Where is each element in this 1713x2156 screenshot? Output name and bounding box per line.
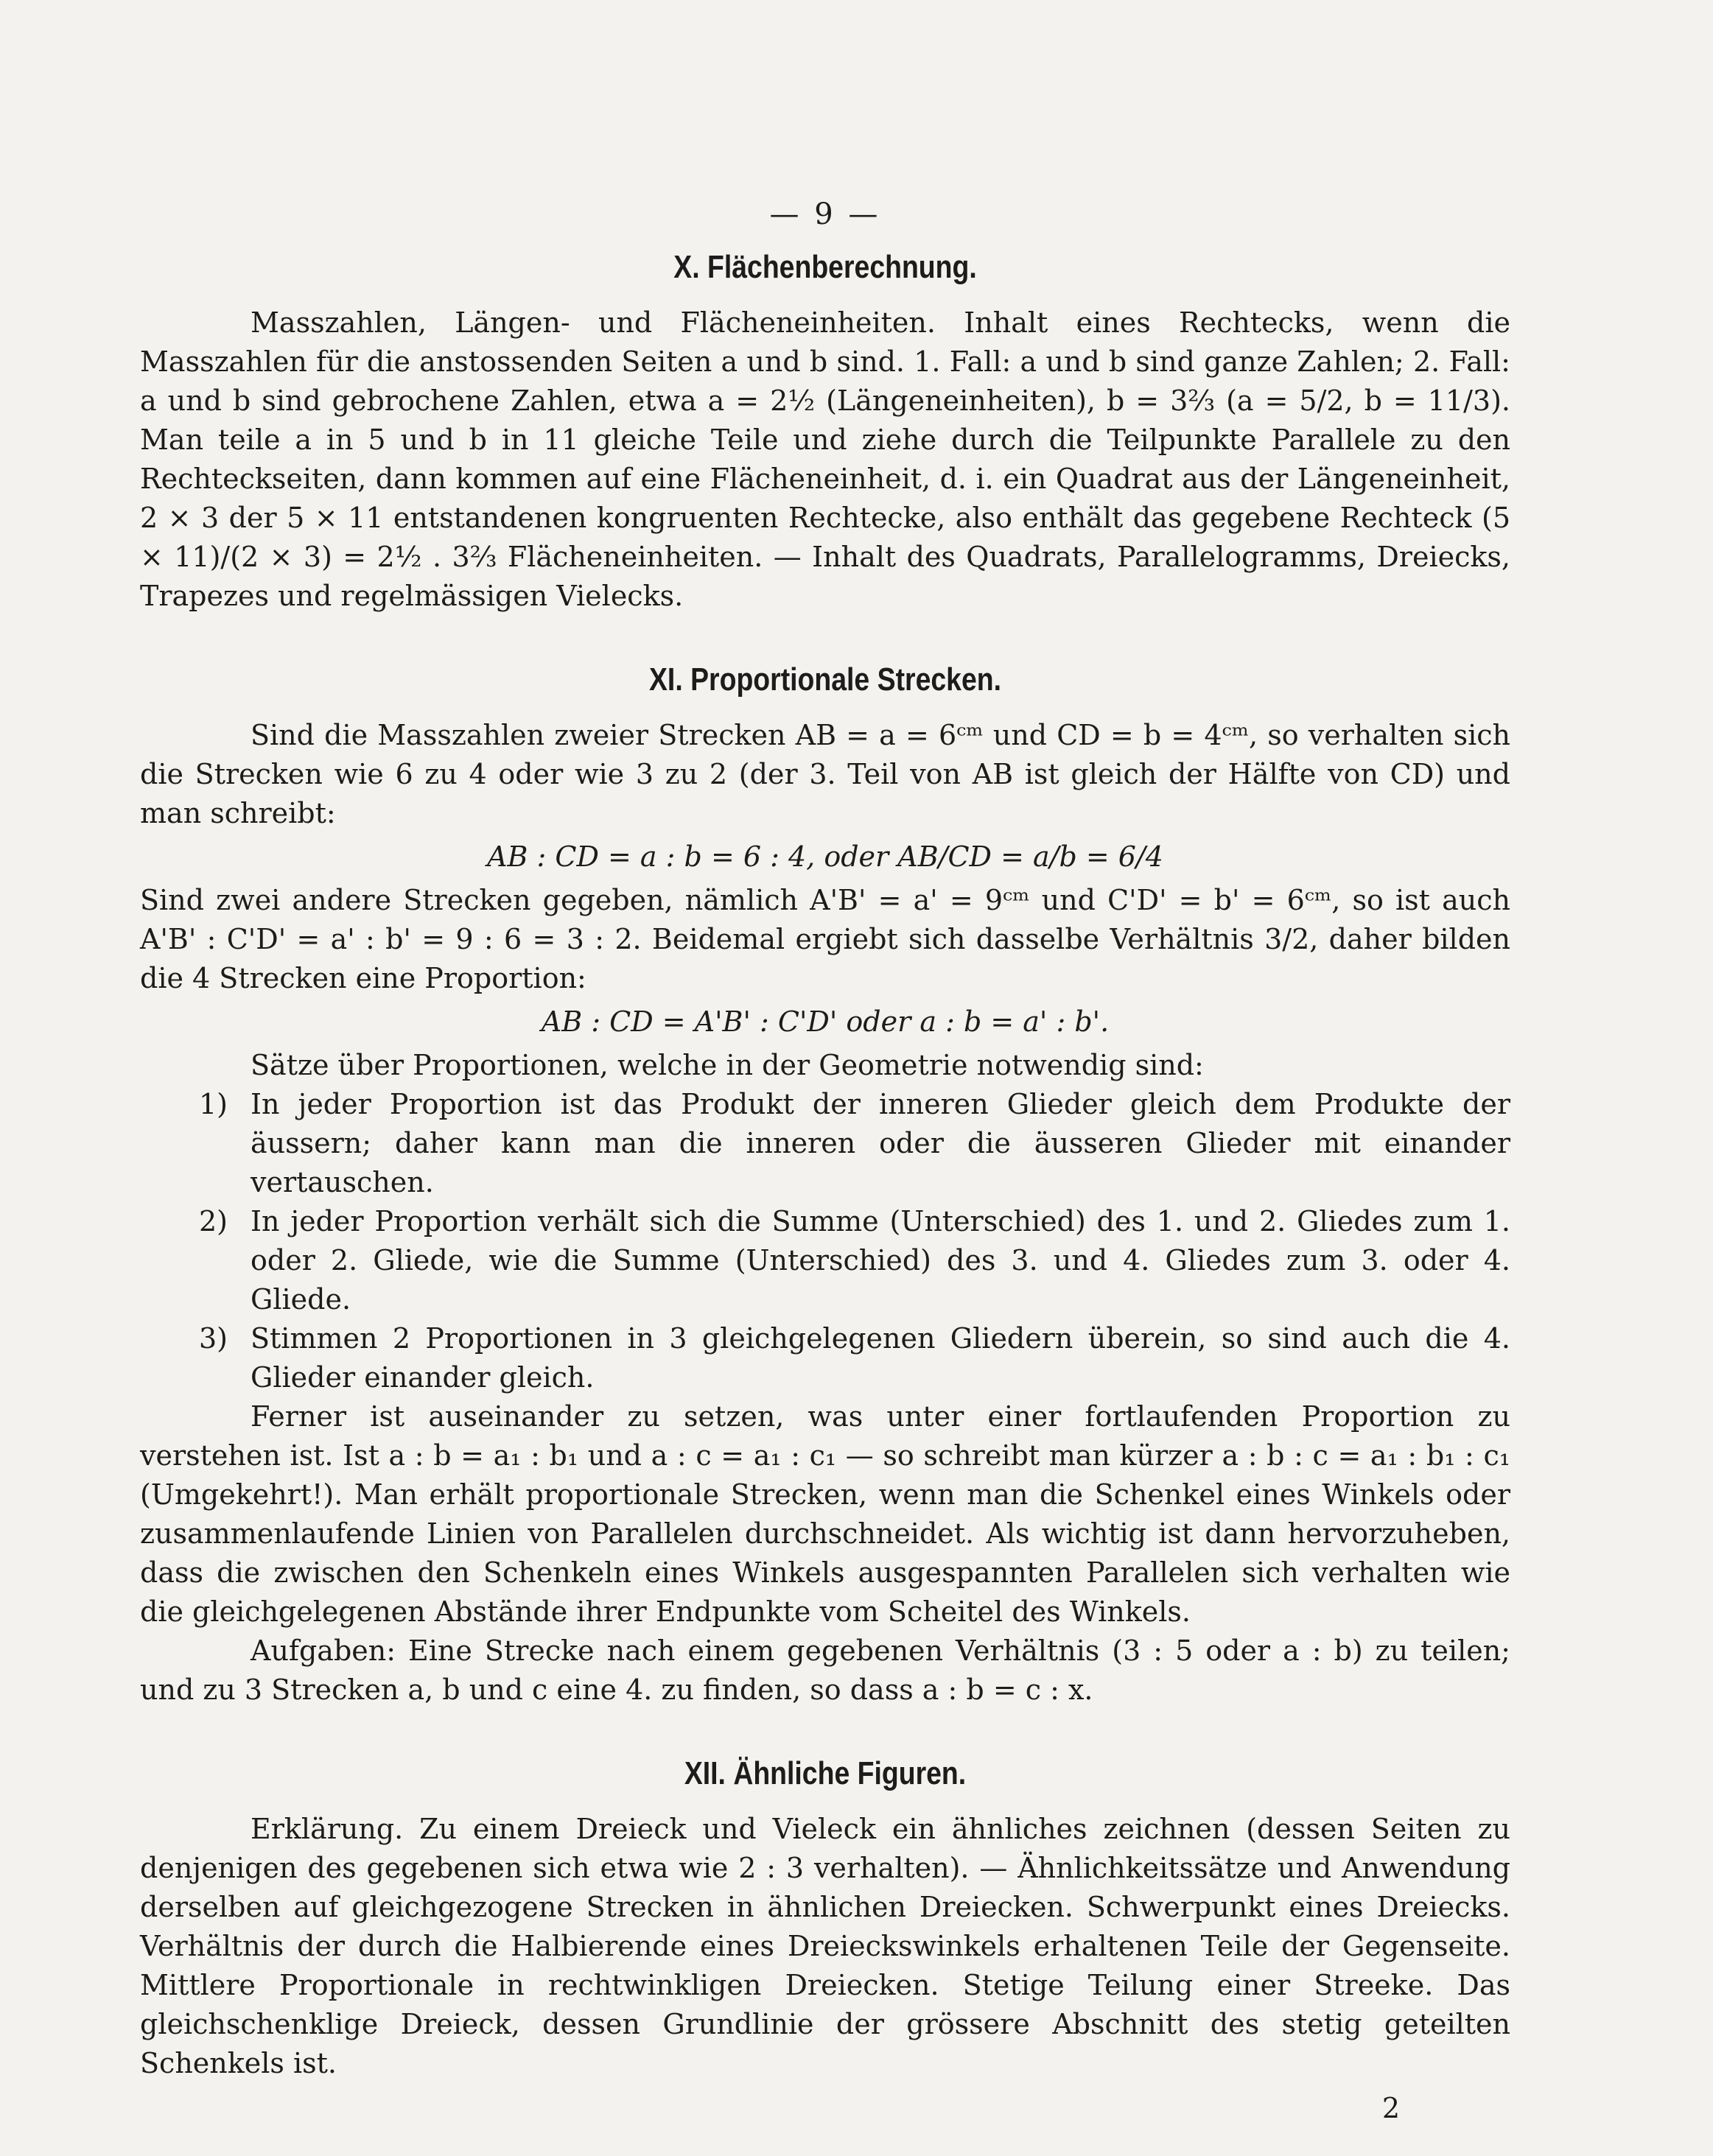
theorem-text: Stimmen 2 Proportionen in 3 gleichgelegenen Gliedern überein, so sind auch die 4. Glieder einander gleich.	[251, 1322, 1510, 1394]
theorem-number: 2)	[199, 1205, 228, 1237]
theorem-text: In jeder Proportion ist das Produkt der inneren Glieder gleich dem Produkte der äussern; daher kann man die inneren oder die äusseren Glieder mit einander vertauschen.	[251, 1088, 1510, 1198]
page-number: — 9 —	[769, 197, 881, 231]
signature-mark: 2	[1381, 2092, 1400, 2124]
theorem-item	[140, 1319, 1510, 1397]
proportion-formula-1: AB : CD = a : b = 6 : 4, oder AB/CD = a/b = 6/4	[487, 840, 1163, 873]
theorem-item	[140, 1202, 1510, 1319]
theorem-number: 1)	[199, 1088, 228, 1120]
section-heading-x: X. Flächenberechnung.	[673, 249, 977, 285]
document-page	[140, 195, 1510, 2128]
section-xi-intro: Sind die Masszahlen zweier Strecken AB = a = 6ᶜᵐ und CD = b = 4ᶜᵐ, so verhalten sich die Strecken wie 6 zu 4 oder wie 3 zu 2 (der 3. Teil von AB ist gleich der Hälfte von CD) und man schreibt:	[140, 719, 1510, 829]
section-xi-further: Ferner ist auseinander zu setzen, was unter einer fortlaufenden Proportion zu verstehen ist. Ist a : b = a₁ : b₁ und a : c = a₁ : c₁ — so schreibt man kürzer a : b : c = a₁ : b₁ : c₁ (Umgekehrt!). Man erhält proportionale Strecken, wenn man die Schenkel eines Winkels oder zusammenlaufende Linien von Parallelen durchschneidet. Als wichtig ist dann hervorzuheben, dass die zwischen den Schenkeln eines Winkels ausgespannten Parallelen sich verhalten wie die gleichgelegenen Abstände ihrer Endpunkte vom Scheitel des Winkels.	[140, 1400, 1510, 1628]
section-x-paragraph: Masszahlen, Längen- und Flächeneinheiten. Inhalt eines Rechtecks, wenn die Masszahlen für die anstossenden Seiten a und b sind. 1. Fall: a und b sind ganze Zahlen; 2. Fall: a und b sind gebrochene Zahlen, etwa a = 2½ (Längeneinheiten), b = 3⅔ (a = 5/2, b = 11/3). Man teile a in 5 und b in 11 gleiche Teile und ziehe durch die Teilpunkte Parallele zu den Rechteckseiten, dann kommen auf eine Flächeneinheit, d. i. ein Quadrat aus der Längeneinheit, 2 × 3 der 5 × 11 entstandenen kongruenten Rechtecke, also enthält das gegebene Rechteck (5 × 11)/(2 × 3) = 2½ . 3⅔ Flächeneinheiten. — Inhalt des Quadrats, Parallelogramms, Dreiecks, Trapezes und regelmässigen Vielecks.	[140, 306, 1510, 612]
proportion-formula-2: AB : CD = A'B' : C'D' oder a : b = a' : b'.	[541, 1005, 1110, 1038]
theorems-intro: Sätze über Proportionen, welche in der Geometrie notwendig sind:	[251, 1049, 1204, 1081]
section-heading-xii: XII. Ähnliche Figuren.	[684, 1755, 967, 1791]
section-xi-tasks: Aufgaben: Eine Strecke nach einem gegebenen Verhältnis (3 : 5 oder a : b) zu teilen; und zu 3 Strecken a, b und c eine 4. zu finden, so dass a : b = c : x.	[140, 1634, 1510, 1706]
theorem-number: 3)	[199, 1322, 228, 1355]
section-heading-xi: XI. Proportionale Strecken.	[648, 661, 1002, 698]
theorem-item	[140, 1085, 1510, 1202]
section-xi-middle: Sind zwei andere Strecken gegeben, nämlich A'B' = a' = 9ᶜᵐ und C'D' = b' = 6ᶜᵐ, so ist auch A'B' : C'D' = a' : b' = 9 : 6 = 3 : 2. Beidemal ergiebt sich dasselbe Verhältnis 3/2, daher bilden die 4 Strecken eine Proportion:	[140, 884, 1510, 994]
section-xii-paragraph: Erklärung. Zu einem Dreieck und Vieleck ein ähnliches zeichnen (dessen Seiten zu denjenigen des gegebenen sich etwa wie 2 : 3 verhalten). — Ähnlichkeitssätze und Anwendung derselben auf gleichgezogene Strecken in ähnlichen Dreiecken. Schwerpunkt eines Dreiecks. Verhältnis der durch die Halbierende eines Dreieckswinkels erhaltenen Teile der Gegenseite. Mittlere Proportionale in rechtwinkligen Dreiecken. Stetige Teilung einer Streeke. Das gleichschenklige Dreieck, dessen Grundlinie der grössere Abschnitt des stetig geteilten Schenkels ist.	[140, 1813, 1510, 2079]
theorem-text: In jeder Proportion verhält sich die Summe (Unterschied) des 1. und 2. Gliedes zum 1. oder 2. Gliede, wie die Summe (Unterschied) des 3. und 4. Gliedes zum 3. oder 4. Gliede.	[251, 1205, 1510, 1316]
